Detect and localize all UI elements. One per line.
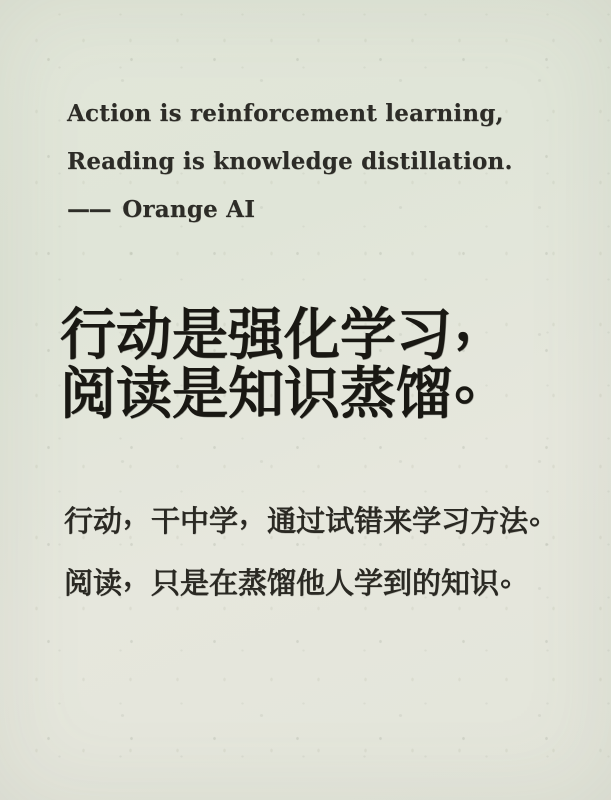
body-line-1-seg-4: 通过试错来学习方法 xyxy=(267,504,529,538)
body-line-2-seg-0: 阅读 xyxy=(64,566,123,600)
body-line-2-punctuation-3: 。 xyxy=(500,558,530,593)
body-line-2-seg-2: 只是在蒸馏他人学到的知识 xyxy=(151,566,500,600)
body-line-1-punctuation-3: ， xyxy=(239,496,269,531)
body-line-2-punctuation-1: ， xyxy=(123,558,153,593)
quote-attribution xyxy=(67,196,255,224)
headline-line-2-punctuation: 。 xyxy=(454,346,511,413)
body-line-1 xyxy=(64,496,559,538)
attribution-name: Orange AI xyxy=(122,196,256,223)
headline-line-1-punctuation: ， xyxy=(454,287,511,354)
headline-line-2-text: 阅读是知识蒸馏 xyxy=(60,361,452,427)
attribution-dash: —— xyxy=(67,196,111,223)
body-line-1-punctuation-5: 。 xyxy=(529,496,559,531)
headline-line-1 xyxy=(60,287,511,368)
headline-line-2 xyxy=(60,346,511,427)
body-line-1-seg-2: 干中学 xyxy=(151,504,239,538)
headline-line-1-text: 行动是强化学习 xyxy=(60,302,452,368)
quote-line-1: Action is reinforcement learning, xyxy=(67,100,504,127)
body-line-1-seg-0: 行动 xyxy=(64,504,123,538)
body-line-2 xyxy=(64,558,530,600)
quote-line-2: Reading is knowledge distillation. xyxy=(67,148,513,175)
body-line-1-punctuation-1: ， xyxy=(123,496,153,531)
headline-zh xyxy=(60,287,511,427)
